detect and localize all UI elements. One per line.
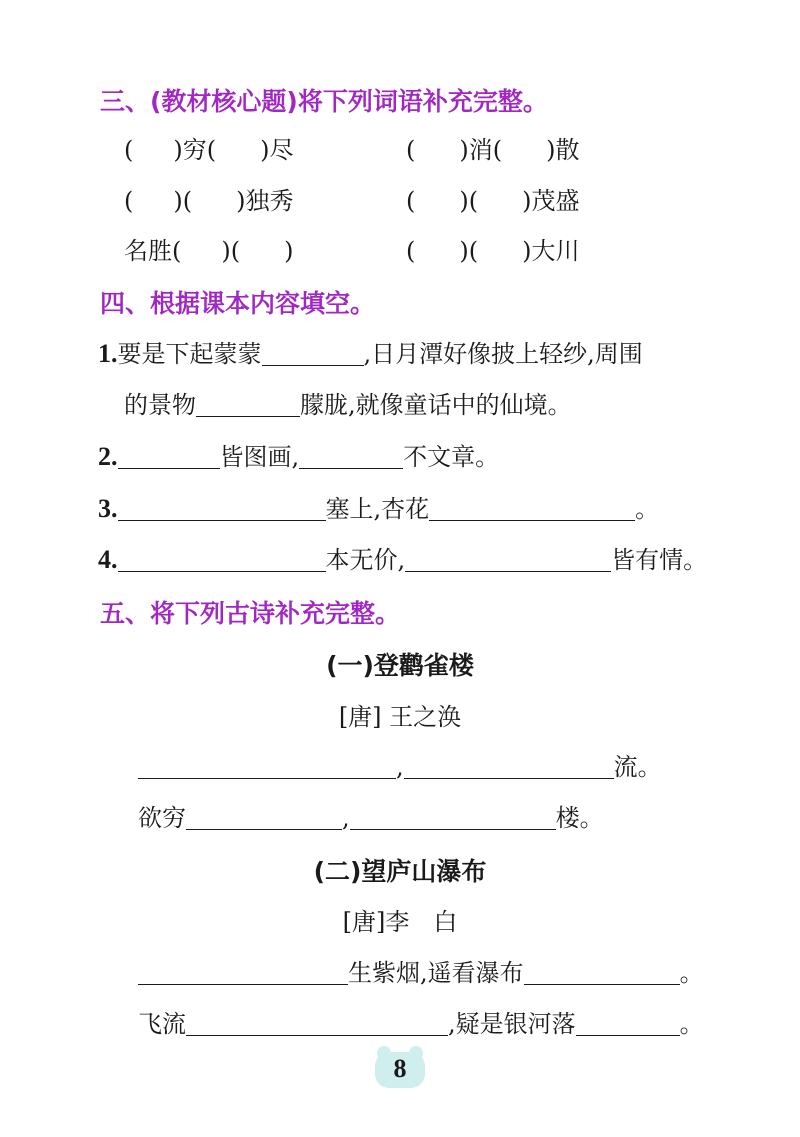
section3-prefix: 三、(教材核心题) xyxy=(100,87,298,116)
poem2-line-1: 生紫烟,遥看瀑布 。 xyxy=(138,955,704,991)
answer-blank[interactable] xyxy=(576,1009,680,1036)
poem1-line-2: 欲穷 , 楼。 xyxy=(138,804,604,832)
answer-blank[interactable] xyxy=(186,803,342,830)
section3-heading xyxy=(100,82,548,118)
section4-heading: 四、根据课本内容填空。 xyxy=(100,289,376,318)
question-1-line-2: 的景物 朦胧,就像童话中的仙境。 xyxy=(124,391,572,419)
answer-blank[interactable] xyxy=(186,1009,448,1036)
question-1-line-1: 1.要是下起蒙蒙 ,日月潭好像披上轻纱,周围 xyxy=(98,339,643,368)
answer-blank[interactable] xyxy=(138,958,348,985)
poem2-line-2: 飞流 ,疑是银河落 。 xyxy=(138,1010,704,1038)
poem1-title: (一)登鹳雀楼 xyxy=(326,651,474,680)
answer-blank[interactable] xyxy=(118,442,220,469)
idiom-4: ( )( )茂盛 xyxy=(406,187,580,215)
answer-blank[interactable] xyxy=(299,442,403,469)
poem1-author: [唐] 王之涣 xyxy=(338,703,462,731)
section3-instruction: 将下列词语补充完整。 xyxy=(297,87,548,116)
idiom-3: ( )( )独秀 xyxy=(124,187,294,215)
answer-blank[interactable] xyxy=(404,752,614,779)
answer-blank[interactable] xyxy=(196,390,300,417)
poem2-title: (二)望庐山瀑布 xyxy=(313,857,487,886)
answer-blank[interactable] xyxy=(262,339,364,366)
idiom-1: ( )穷( )尽 xyxy=(124,136,294,164)
answer-blank[interactable] xyxy=(405,545,611,572)
answer-blank[interactable] xyxy=(118,494,326,521)
question-4: 4. 本无价, 皆有情。 xyxy=(98,545,708,574)
poem2-author: [唐]李 白 xyxy=(342,908,458,936)
poem1-line-1: , 流。 xyxy=(138,749,662,785)
question-3: 3. 塞上,杏花 。 xyxy=(98,494,660,523)
question-2: 2. 皆图画, 不文章。 xyxy=(98,442,500,471)
idiom-6: ( )( )大川 xyxy=(406,237,580,265)
idiom-2: ( )消( )散 xyxy=(406,136,580,164)
answer-blank[interactable] xyxy=(350,803,556,830)
answer-blank[interactable] xyxy=(138,752,396,779)
page-number-badge xyxy=(375,1046,425,1090)
answer-blank[interactable] xyxy=(524,958,680,985)
idiom-5: 名胜( )( ) xyxy=(124,237,294,265)
section5-heading: 五、将下列古诗补充完整。 xyxy=(100,599,401,628)
answer-blank[interactable] xyxy=(118,545,326,572)
page-number: 8 xyxy=(393,1054,407,1083)
answer-blank[interactable] xyxy=(429,494,635,521)
